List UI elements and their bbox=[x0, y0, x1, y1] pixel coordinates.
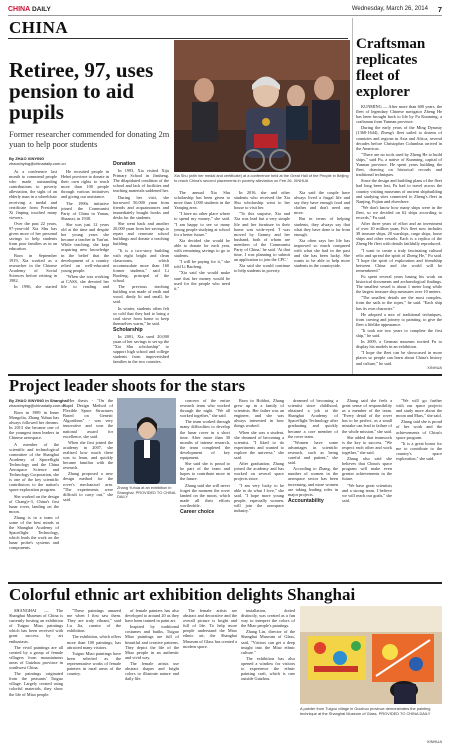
paragraph: "Women have some advantages in scientific research, such as being careful and patient," she said. bbox=[288, 439, 338, 466]
page-header bbox=[8, 5, 442, 16]
story2-headline: Craftsman replicates fleet of explorer bbox=[356, 36, 426, 100]
story1-col3: Donation In 1993, Xia visited Xiju Primary School in Jinsheng. The dilapidated condition of the school and lack of facilities and teaching materials saddened her. During her visit, she borrowed 50,000 yuan from friends and acquaintances and immediately bought books and desks for the students. She went back and another 20,000 yuan from her savings to repair and renovate school buildings and donate a teaching building. "It is a two-story building with eight bright and clean classrooms, which accommodate more than 160 former students," said Li Baofeng, principal of the school. The previous teaching building was made of earth and wood, dimly lit and small, he said. In winter, students often felt so cold that they had to bring a coal stove from home to keep themselves warm," he said. Scholarship In 2001, Xia used 20,000 yuan of her savings to set up the "Xia Shu scholarship" to support high school and college students from impoverished families in the two counties. bbox=[113, 160, 169, 366]
story2-body: KUNMING — After more than 600 years, the fleet of legendary Chinese navigator Zheng He has been brought back to life by Fu Kunming, a craftsman from Yunnan province. During the early years of the Ming Dynasty (1368-1644), Zheng's fleet sailed to dozens of countries and regions in Asia and Africa, several decades before Christopher Columbus arrived in the Americas. "There are no tools used by Zheng He to build ships," said Fu, a native of Kunming, capital of Yunnan province. He spent years building the fleet, drawing on historical records and traditional techniques. Since the design and building plans of the fleet had long been lost, Fu had to travel across the country visiting museums of ancient shipbuilding and studying sites connected to Zheng's fleet in Nanjing, Fujian and elsewhere. "We don't know how many ships were in the fleet, so we decided on 62 ships according to records," Fu said. After three years of effort and an investment of over 10 million yuan, Fu's fleet now includes 38 treasure ships, 20 warships, cargo ships, horse ships and other vessels. Each is a replica of the Zheng He fleet with details faithfully reproduced. "I want to create a truly fascinating cultural relic and spread the spirit of Zheng He," Fu said. "I hope the spirit of exploration and friendship between China and the world will be remembered." Fu spent several years basing his work on historical documents and archaeological findings. The smallest vessel is about 1 meter long while the largest treasure ship measures over 10 meters. "The smallest details are the most complex, from the sails to the ropes," he said. "Each ship has its own character." He adopted a mix of traditional techniques, from carving and joinery to painting, to give the fleet a lifelike appearance. "It took me two years to complete the first ship," he said. In 2009, a German museum invited Fu to display his models in an exhibition. "I hope the fleet can be showcased in more places so people can learn about China's history and culture," he said. bbox=[356, 104, 442, 366]
paragraph: "Xia said she would make sure that her money would be used for the people who need it." bbox=[174, 270, 230, 291]
story1-col1: At a conference last month to commend people who made outstanding contributions to poverty alleviation, the sight of an elderly man in a wheelchair receiving a medal and certificate from President Xi Jinping touched many viewers. Over the past 22 years, 97-year-old Xia Shu has given more of her personal savings to help students from poor families as in an education. Born in September 1919, Xia worked as a researcher in the Chinese Academy of Social Sciences before retiring in 1982. In 1996, she started bbox=[9, 169, 57, 289]
story1-col5: In 2016, she and other students who received the Xia Shu scholarship went to her house to visit her. "To this surprise, Xia and Xia was lead but a very simple life and her furniture in their home was wide-eyed. 'I was moved by Granny and her husband, both of whom are members of the Communist Party of China,' he said. 'At that time, I was planning to submit an application to join the CPC.' Xia said she would continue to help students in poverty. bbox=[234, 190, 290, 274]
story3-headline: Project leader shoots for the stars bbox=[9, 376, 245, 395]
story1-byline-email: zhaoxinying@chinadaily.com.cn bbox=[9, 161, 66, 166]
paragraph: The vivid paintings are all created by a group of female villagers from mountainous areas of Guizhou province in southwest China. bbox=[9, 644, 63, 671]
subhead-donation: Donation bbox=[113, 161, 136, 167]
paragraph: When she was a student, she dreamed of becoming a scientist. "I liked to do experiments and wanted to explore the universe," she said. bbox=[234, 429, 284, 461]
story1-col4: The annual Xia Shu scholarship has been given to more than 1,000 students in the Yanqing area. "I have no other place where to spend my money," she said. "I am happy to see so many young people studying at school for a better future." Xia decided she would be able to donate for each year, with remaining savings to go to students. "I will be paying for it," she told Li Baofeng. "Xia said she would make sure that her money would be used for the people who need it." bbox=[174, 190, 230, 291]
paragraph: Zhang Lin, director of the Shanghai Museum of Glass, said, "Visitors can get a deep insight into the Miao ethnic culture." bbox=[241, 629, 295, 655]
story3-col5: dreamed of becoming a scientist since childhood, obtained a job at the Shanghai Academy of Spaceflight Technology after graduating and quickly became a core member of the rover team. "Women have some advantages in scientific research, such as being careful and patient," she said. According to Zhang, the number of women in the aerospace sector has been increasing, and more women are taking leading roles in major projects. Accountability bbox=[288, 398, 338, 504]
paragraph: He adopted a mix of traditional techniques, from carving and joinery to painting, to give the fleet a lifelike appearance. bbox=[356, 311, 442, 327]
story1-deck: Former researcher commended for donating 2m yuan to help poor students bbox=[9, 130, 170, 149]
issue-date: Wednesday, March 26, 2014 bbox=[351, 6, 428, 12]
paragraph: Xia decided she would be able to donate for each year, with remaining savings to go to students. bbox=[174, 237, 230, 259]
subhead-career-choice: Career choice bbox=[180, 508, 215, 515]
story3-col4: Born in Hohhot, Zhang grew up in a family of scientists. Her father was an engineer, and she was always interested in how things worked. When she was a student, she dreamed of becoming a scientist. "I liked to do experiments and wanted to explore the universe," she said. After graduation, Zhang joined the academy and has worked on several space projects since. "I am very lucky to be able to do what I love," she said. "I hope more young people, especially women, will join the aerospace industry." bbox=[234, 398, 284, 513]
paragraph: After three years of effort and an investment of over 10 million yuan, Fu's fleet now includes 38 treasure ships, 20 warships, cargo ships, horse ships and other vessels. Each is a replica of the Zheng He fleet with details faithfully reproduced. bbox=[356, 221, 442, 247]
zhang-caption: Zhang Yuhua at an exhibition in Shanghai. PROVIDED TO CHINA DAILY bbox=[117, 485, 176, 500]
paragraph: During her visit, she borrowed 50,000 yuan from friends and acquaintances and immediately bought books and desks for the students. bbox=[113, 194, 169, 220]
xia-shu-caption: Xia Shu (with her medal and certificate) at a conference held at the Great Hall of the People in Beijing to reach China's second placements in poverty alleviation on Feb 26. XINHUA bbox=[174, 173, 349, 183]
paragraph: She said she is proud to be part of the team and hopes to contribute more in the future. bbox=[180, 461, 230, 482]
story3-col6: Zhang said she feels a great sense of responsibility as a member of the team. "Every detail of the rover has to be perfect, as a small mistake can lead to failure of the whole mission," she said. She added that teamwork is the key to success. "We respect each other and work together," she said. Zhang also said she believes that China's space program will make even greater achievements in the future. "We have great scientists and a strong team. I believe we will reach our goals," she said. bbox=[342, 398, 392, 503]
paragraph: Since the design and building plans of the fleet had long been lost, Fu had to travel across the country visiting museums of ancient shipbuilding and studying sites connected to Zheng's fleet in Nanjing, Fujian and elsewhere. bbox=[356, 178, 442, 204]
paragraph: But in terms of helping students, they always say that what they have done is far from enough. bbox=[294, 216, 350, 237]
story3-col7: "We will go further with our space projects and study more about the moon and Mars," she said. Zhang said she is proud of her work and the achievements of China's space program. "It is a great honor for me to contribute to the country's space exploration," she said. bbox=[396, 398, 442, 462]
paragraph: Zhang also said she believes that China's space program will make even greater achievements in the future. bbox=[342, 456, 392, 482]
paragraph: The previous teaching building was made of earth and wood, dimly lit and small, he said. bbox=[113, 284, 169, 305]
xia-shu-photo bbox=[174, 40, 350, 172]
story2-source: XINHUA bbox=[427, 365, 442, 370]
story4-rule bbox=[8, 582, 442, 584]
paragraph: In 2009, a German museum invited Fu to display his models in an exhibition. bbox=[356, 339, 442, 350]
paragraph: The female artists use abstract shapes and bright colors to illustrate nature and daily life. bbox=[125, 660, 179, 682]
paragraph: The exhibition has also opened a window for visitors to experience the ethnic painting craft, which is rare outside Guizhou. bbox=[241, 655, 295, 682]
paragraph: "I want to create a truly fascinating cultural relic and spread the spirit of Zheng He," Fu said. "I hope the spirit of exploration and friendship between China and the world will be remembered." bbox=[356, 247, 442, 273]
paragraph: "There are no tools used by Zheng He to build ships," said Fu, a native of Kunming, capital of Yunnan province. He spent years building the fleet, drawing on historical records and traditional techniques. bbox=[356, 151, 442, 178]
paragraph: "I will be paying for it," she told Li Baofeng. bbox=[174, 259, 230, 270]
story4-col3: of female painters has also developed to around 20 as they have been trained in paint art. Inspired by traditional costumes and batiks, Tuiguo Miao paintings are full of beautiful and creative patterns. They depict the life of the Miao people in an authentic and vivid way. The female artists use abstract shapes and bright colors to illustrate nature and daily life. bbox=[125, 608, 179, 682]
page-footer: XINHUA bbox=[426, 739, 442, 744]
paragraph: "I have no other place where to spend my money," she said. "I am happy to see so many young people studying at school for a better future." bbox=[174, 211, 230, 237]
subhead-accountability: Accountability bbox=[288, 497, 324, 504]
paragraph: "I am very lucky to be able to do what I love," she said. "I hope more young people, especially women, will join the aerospace industry." bbox=[234, 482, 284, 513]
zhang-yuhua-photo bbox=[117, 398, 176, 484]
paragraph: Zhang is in a team of some of the best minds at the Shanghai Academy of Spaceflight Technology, which leads the work on the lunar probe's systems and components. bbox=[9, 514, 59, 551]
paragraph: Zhang said she will never forget the moment the rover landed on the moon, which made all their efforts worthwhile. bbox=[180, 482, 230, 508]
paragraph: "It is a great honor for me to contribute to the country's space exploration," she said. bbox=[396, 440, 442, 462]
sidebar-divider bbox=[352, 18, 353, 374]
story4-col1: SHANGHAI — The Shanghai Museum of China is currently hosting an exhibition of Tuiguo Miao paintings which has been received with great success by art enthusiasts. The vivid paintings are all created by a group of female villagers from mountainous areas of Guizhou province in southwest China. The paintings originated from the peasants' Tuiguo village. Largely created using colorful materials, they show the life of Miao people. bbox=[9, 608, 63, 697]
paragraph: In 1996, she started bbox=[14, 284, 57, 289]
paragraph: Born in September 1919, Xia worked as a researcher in the Chinese Academy of Social Sciences before retiring in 1982. bbox=[9, 252, 57, 283]
paragraph: After graduation, Zhang joined the academy and has worked on several space projects since. bbox=[234, 461, 284, 482]
paragraph: "I hope the fleet can be showcased in more places so people can learn about China's history and culture," he said. bbox=[356, 350, 442, 366]
paragraph: She worked on the design of Chang'e-3, China's first lunar rover, landing on the moon. bbox=[9, 493, 59, 514]
paragraph: According to Zhang, the number of women in the aerospace sector has been increasing, and more women are taking leading roles in major projects. bbox=[288, 466, 338, 497]
paragraph: Zhang said she is proud of her work and the achievements of China's space program. bbox=[396, 419, 442, 440]
miao-painter-photo bbox=[300, 606, 442, 704]
story4-col5: installation, dotted distinctly, was created as a fun way to interpret the colors of the Miao people's paintings. Zhang Lin, director of the Shanghai Museum of Glass, said, "Visitors can get a deep insight into the Miao ethnic culture." The exhibition has also opened a window for visitors to experience the ethnic painting craft, which is rare outside Guizhou. bbox=[241, 608, 295, 682]
paragraph: During the early years of the Ming Dynasty (1368-1644), Zheng's fleet sailed to dozens of countries and regions in Asia and Africa, several decades before Christopher Columbus arrived in the Americas. bbox=[356, 125, 442, 151]
story1-byline bbox=[9, 156, 89, 166]
photo-illustration bbox=[174, 40, 350, 172]
section-title: CHINA bbox=[9, 18, 69, 37]
paragraph: She went back and another 20,000 yuan from her savings to repair and renovate school buildings and donate a teaching building. bbox=[113, 221, 169, 247]
zhang-photo-illustration bbox=[117, 398, 176, 484]
masthead-logo: CHINA DAILY bbox=[8, 6, 51, 13]
paragraph: Xia often says her life has improved so much compared with what she had in the past and she has been lucky. She wants to be able to help more students in the countryside. bbox=[294, 237, 350, 269]
story1-col2: He recruited people in Hebei province to donate in their own rights to reach more than 100 people through various initiatives and giving out assistance. The 1990s initiative joined the Communist Party of China in Yanan, Shaanxi, in 1938. She was just 12 years old at the time and despite her young years she became a teacher in Yan'an. While teaching, she kept acquiring new knowledge in the belief that the development of a country relied on well-educated young people. "When she was working at CASS, she devoted her life to reading and bbox=[61, 169, 109, 289]
paragraph: "To this surprise, Xia and Xia was lead but a very simple life and her furniture in their home was wide-eyed. 'I was moved by Granny and her husband, both of whom are members of the Communist Party of China,' he said. 'At that time, I was planning to submit an application to join the CPC.' bbox=[234, 211, 290, 263]
story3-col2: Her thesis - "On the Rapid Design Method of Flexible Space Structures Based on Genetic Algorithms" - was very innovative and won the national award for excellence, she said. When she first joined the academy in 2007, she realized how much there was to learn, and quickly became familiar with the research. Zhang proposed a new design method for the rover's mechanical arm. "The experiments were difficult to carry out," she said. bbox=[63, 398, 113, 502]
story4-headline: Colorful ethnic art exhibition delights Shanghai bbox=[9, 585, 356, 604]
page-number: 7 bbox=[437, 5, 442, 14]
paragraph: Xia said she would continue to help students in poverty. bbox=[234, 263, 290, 274]
miao-photo-illustration bbox=[300, 606, 442, 704]
paragraph: She added that teamwork is the key to success. "We respect each other and work together," she said. bbox=[342, 434, 392, 455]
story1-col6: Xia said the couple have always lived a frugal life and say they have enough food and clothes and don't need any more. But in terms of helping students, they always say that what they have done is far from enough. Xia often says her life has improved so much compared with what she had in the past and she has been lucky. She wants to be able to help more students in the countryside. bbox=[294, 190, 350, 269]
paragraph: "The smallest details are the most complex, from the sails to the ropes," he said. "Each ship has its own character." bbox=[356, 295, 442, 311]
paragraph: The paintings originated from the peasants' Tuiguo village. Largely created using colorful materials, they show the life of Miao people. bbox=[9, 671, 63, 697]
story3-col1: Born in 1989 in Inner Mongolia, Zhang Yuhua has always followed her dreams. In 2013 she became one of the youngest team leaders in Chinese aerospace. A member of the scientific and technological committee of the Shanghai Academy of Spaceflight Technology and the China Aerospace Science and Technology Corporation, she is one of the key scientific contributors to the nation's space exploration program. She worked on the design of Chang'e-3, China's first lunar rover, landing on the moon. Zhang is in a team of some of the best minds at the Shanghai Academy of Spaceflight Technology, which leads the work on the lunar probe's systems and components. bbox=[9, 410, 59, 551]
paragraph: A member of the scientific and technological committee of the Shanghai Academy of Spaceflight Technology and the China Aerospace Science and Technology Corporation, she is one of the key scientific contributors to the nation's space exploration program. bbox=[9, 441, 59, 493]
paragraph: Fu spent several years basing his work on historical documents and archaeological findings. The smallest vessel is about 1 meter long while the largest treasure ship measures over 10 meters. bbox=[356, 274, 442, 295]
paragraph: When she first joined the academy in 2007, she realized how much there was to learn, and quickly became familiar with the research. bbox=[63, 439, 113, 471]
paragraph: "We have great scientists and a strong team. I believe we will reach our goals," she said. bbox=[342, 482, 392, 503]
story1-headline: Retiree, 97, uses pension to aid pupils bbox=[9, 58, 154, 124]
subhead-scholarship: Scholarship bbox=[113, 326, 143, 333]
paragraph: "It is a two-story building with eight bright and clean classrooms, which accommodate more than 160 former students," said Li Baofeng, principal of the school. bbox=[113, 247, 169, 284]
paragraph: "We don't know how many ships were in the fleet, so we decided on 62 ships according to records," Fu said. bbox=[356, 204, 442, 220]
paragraph: The 1990s initiative joined the Communist Party of China in Yanan, Shaanxi, in 1938. bbox=[61, 200, 109, 221]
story4-col4: The female artists are abstract and decorative and the overall picture is bright and full of life. To help more people understand the Miao ethnic art, the Shanghai Museum of Glass has created a modern space. bbox=[183, 608, 237, 649]
paragraph: In winter, students often felt so cold that they had to bring a coal stove from home to keep themselves warm," he said. bbox=[113, 305, 169, 326]
story3-byline-email: zhaoxinying@chinadaily.com.cn bbox=[9, 403, 66, 408]
paragraph: Tuiguo Miao paintings have been selected as the representative works of female painters in rural areas of the country. bbox=[67, 650, 121, 677]
story4-col2: "These paintings amazed me when I first saw them. They are truly vibrant," said Lu Jia, curator of the exhibition. The exhibition, which offers more than 100 paintings, has attracted many visitors. Tuiguo Miao paintings have been selected as the representative works of female painters in rural areas of the country. bbox=[67, 608, 121, 677]
paragraph: Over the past 22 years, 97-year-old Xia Shu has given more of her personal savings to help students from poor families as in an education. bbox=[9, 220, 57, 252]
miao-caption: A painter from Tuiguo village in Guizhou province demonstrates the painting technique at the Shanghai Museum of Glass. PROVIDED TO CHINA DAILY bbox=[300, 706, 431, 716]
story3-col3: concern of the entire research team who worked through the night. "We all worked together," she said. The team worked through many difficulties to develop the lunar rover in a short time. After more than 30 months of intense research, the team completed the development of key equipment. She said she is proud to be part of the team and hopes to contribute more in the future. Zhang said she will never forget the moment the rover landed on the moon, which made all their efforts worthwhile. Career choice bbox=[180, 398, 230, 515]
section-rule bbox=[8, 38, 348, 39]
story3-byline-name: By ZHAO XINYING in Shanghai bbox=[9, 398, 68, 403]
paragraph: The team worked through many difficulties to develop the lunar rover in a short time. After more than 30 months of intense research, the team completed the development of key equipment. bbox=[180, 419, 230, 461]
paragraph: Inspired by traditional costumes and batiks, Tuiguo Miao paintings are full of beautiful and creative patterns. They depict the life of the Miao people in an authentic and vivid way. bbox=[125, 624, 179, 660]
paragraph: Zhang proposed a new design method for the rover's mechanical arm. "The experiments were difficult to carry out," she said. bbox=[63, 471, 113, 502]
paragraph: The exhibition, which offers more than 100 paintings, has attracted many visitors. bbox=[67, 634, 121, 650]
story1-byline-name: By ZHAO XINYING bbox=[9, 156, 45, 161]
paragraph: "It took me two years to complete the first ship," he said. bbox=[356, 327, 442, 339]
paragraph: She was just 12 years old at the time and despite her young years she became a teacher in Yan'an. While teaching, she kept acquiring new knowledge in the belief that the development of a country relied on well-educated young people. bbox=[61, 221, 109, 273]
paragraph: "When she was working at CASS, she devoted her life to reading and bbox=[61, 273, 109, 289]
